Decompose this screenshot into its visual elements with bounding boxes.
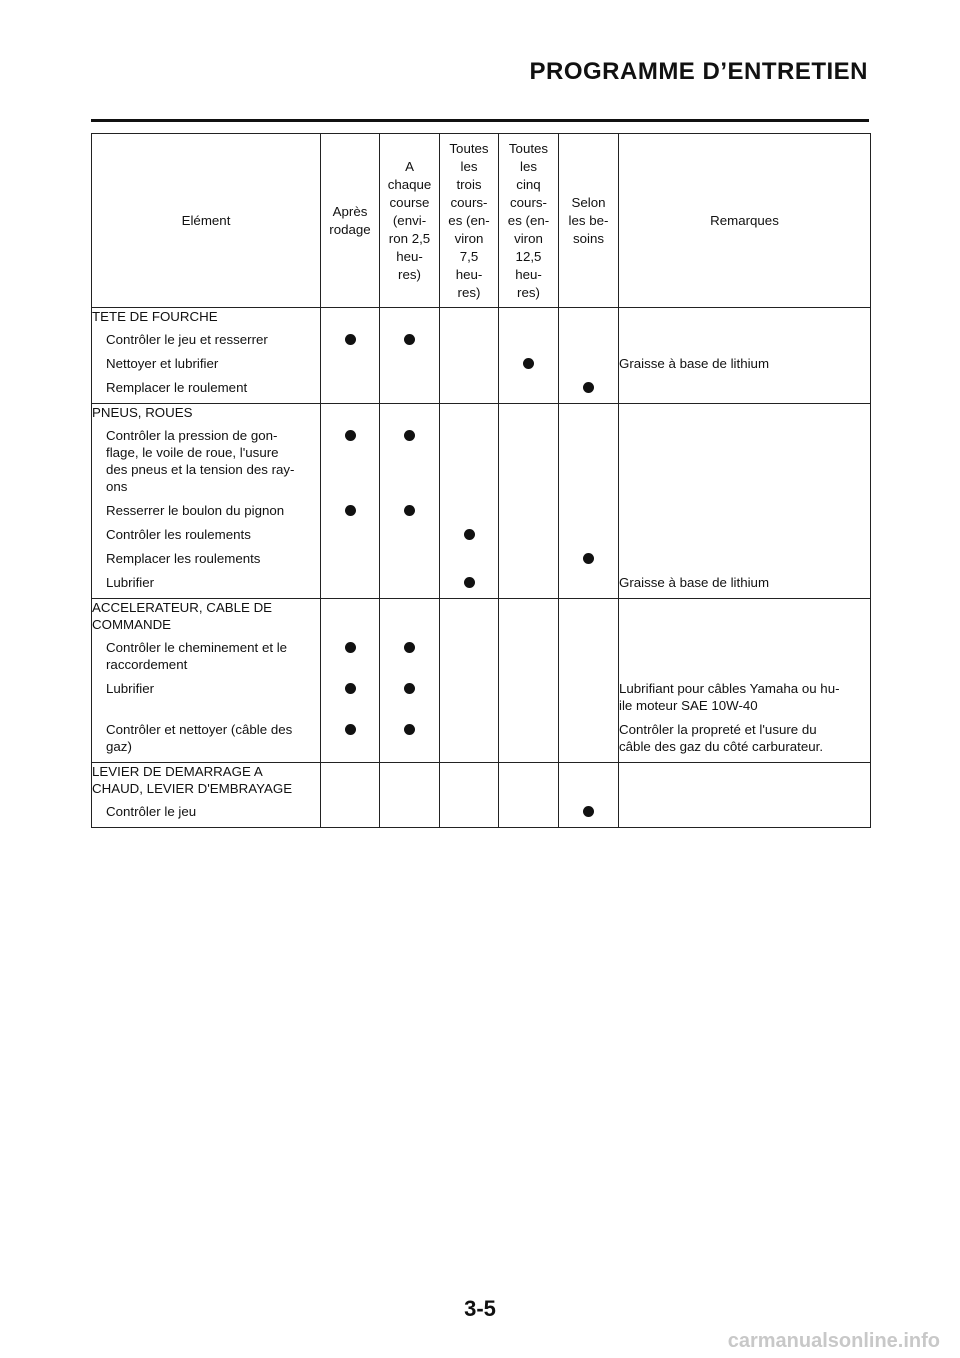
mark-cell [380,599,440,763]
header-chaque-course: A chaque course (envi- ron 2,5 heu- res) [380,134,440,308]
mark-cell [559,763,619,828]
item-label: Resserrer le boulon du pignon [106,503,285,518]
check-mark-icon [404,334,415,345]
mark-cell [380,404,440,599]
mark-cell [321,763,380,828]
items-cell [92,763,321,828]
check-mark-icon [583,553,594,564]
table-section-tete-de-fourche [92,308,871,404]
check-mark-icon [404,724,415,735]
items-cell [92,404,321,599]
item-label: Contrôler les roulements [106,527,251,542]
header-trois-courses: Toutes les trois cours- es (en- viron 7,5 heu- res) [440,134,499,308]
check-mark-icon [404,430,415,441]
table-section-pneus-roues [92,404,871,599]
mark-cell [440,404,499,599]
table-section-levier [92,763,871,828]
item-label: Contrôler la pression de gon- flage, le voile de roue, l'usure des pneus et la tension des ray- ons [106,428,295,494]
item-label: Nettoyer et lubrifier [106,356,219,371]
item-label: Contrôler le cheminement et le raccordement [106,640,288,672]
mark-cell [440,763,499,828]
check-mark-icon [583,382,594,393]
check-mark-icon [345,430,356,441]
table-section-accelerateur [92,599,871,763]
mark-cell [499,763,559,828]
header-row [92,134,871,308]
remark-text: Graisse à base de lithium [619,575,770,590]
header-element: Elément [92,134,321,308]
check-mark-icon [404,642,415,653]
watermark-text: carmanualsonline.info [727,1330,940,1352]
header-selon-besoins: Selon les be- soins [559,134,619,308]
mark-cell [499,599,559,763]
item-label: Lubrifier [106,681,155,696]
mark-cell [559,404,619,599]
item-label: Lubrifier [106,575,155,590]
page-title: PROGRAMME D’ENTRETIEN [529,58,868,85]
items-cell [92,599,321,763]
check-mark-icon [404,505,415,516]
check-mark-icon [345,724,356,735]
page-number: 3-5 [464,1296,496,1321]
header-apres-rodage: Après rodage [321,134,380,308]
item-label: Remplacer le roulement [106,380,248,395]
remarks-cell [619,599,871,763]
mark-cell [440,308,499,404]
remarks-cell [619,308,871,404]
maintenance-table [91,133,871,828]
remark-text: Contrôler la propreté et l'usure du câble des gaz du côté carburateur. [619,722,824,754]
category-label: TETE DE FOURCHE [92,309,218,324]
check-mark-icon [345,334,356,345]
mark-cell [559,599,619,763]
category-label: PNEUS, ROUES [92,405,193,420]
item-label: Contrôler le jeu [106,804,197,819]
check-mark-icon [464,529,475,540]
mark-cell [321,404,380,599]
item-label: Contrôler le jeu et resserrer [106,332,268,347]
header-cinq-courses: Toutes les cinq cours- es (en- viron 12,5 heu- res) [499,134,559,308]
item-label: Contrôler et nettoyer (câble des gaz) [106,722,293,754]
mark-cell [380,308,440,404]
remarks-cell [619,404,871,599]
title-rule [91,119,869,122]
mark-cell [499,404,559,599]
check-mark-icon [464,577,475,588]
category-label: LEVIER DE DEMARRAGE A CHAUD, LEVIER D'EMBRAYAGE [92,764,293,796]
mark-cell [559,308,619,404]
header-remarques: Remarques [619,134,871,308]
check-mark-icon [345,505,356,516]
mark-cell [321,599,380,763]
items-cell [92,308,321,404]
check-mark-icon [345,642,356,653]
mark-cell [321,308,380,404]
item-label: Remplacer les roulements [106,551,261,566]
remark-text: Lubrifiant pour câbles Yamaha ou hu- ile moteur SAE 10W-40 [619,681,840,713]
remarks-cell [619,763,871,828]
remark-text: Graisse à base de lithium [619,356,770,371]
check-mark-icon [583,806,594,817]
category-label: ACCELERATEUR, CABLE DE COMMANDE [92,600,273,632]
mark-cell [440,599,499,763]
check-mark-icon [404,683,415,694]
mark-cell [380,763,440,828]
check-mark-icon [523,358,534,369]
check-mark-icon [345,683,356,694]
mark-cell [499,308,559,404]
